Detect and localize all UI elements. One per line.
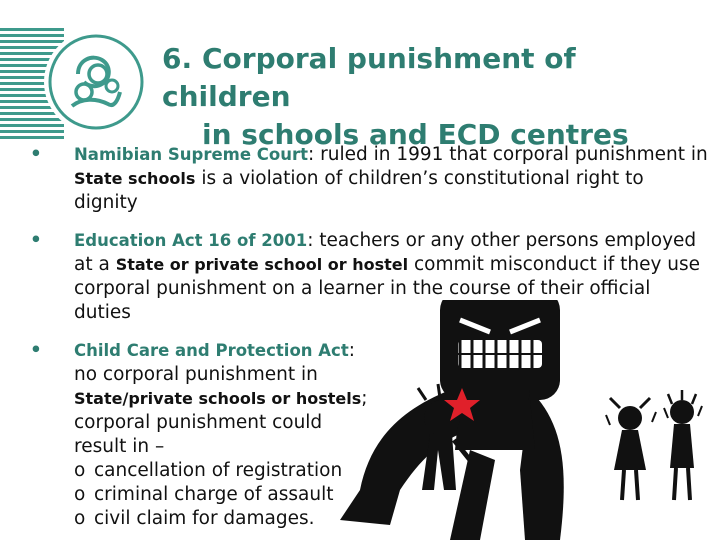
sub-bullet-marker: o [74,484,86,505]
punishment-cartoon [330,300,720,540]
small-child-boy [664,390,702,500]
bullet-dot: • [30,340,42,361]
title-line-2: in schools and ECD centres [202,118,629,151]
bullet-term: Namibian Supreme Court [74,145,308,164]
sub-bullet [74,459,374,483]
bullet-dot: • [30,144,42,165]
bullet-emphasis: State or private school or hostel [115,255,409,274]
bullet-term: Child Care and Protection Act [74,341,349,360]
title-line-1: Corporal punishment of children [162,42,576,113]
logo [44,30,148,134]
bullet-text: ; [361,388,368,409]
sub-bullet [74,507,374,531]
bullet-line [74,387,374,411]
bullet-child-care-act [30,339,374,531]
bullet-line: no corporal punishment in [74,364,318,385]
bullet-text: : teachers or any other persons employed at a [74,230,697,275]
bullet-line: result in – [74,436,165,457]
sub-bullet-text: criminal charge of assault [94,484,334,505]
sub-bullet-marker: o [74,460,86,481]
bullet-dot: • [30,230,42,251]
sub-bullet-text: cancellation of registration [94,460,343,481]
bullet-text: : ruled in 1991 that corporal punishment in [308,144,708,165]
mother-child-logo-icon [48,34,144,130]
sub-bullet [74,483,374,507]
bullet-line: corporal punishment could [74,412,323,433]
sub-bullet-text: civil claim for damages. [94,508,315,529]
sub-bullet-marker: o [74,508,86,529]
bullet-text: is a violation of children’s constitutional right to dignity [74,168,644,213]
bullet-emphasis: State schools [74,169,196,188]
title-number: 6. [162,42,193,75]
small-child-girl [606,398,656,500]
bullet-supreme-court [30,143,710,215]
bullet-emphasis: State/private schools or hostels [74,389,362,408]
bullet-term: Education Act 16 of 2001 [74,231,308,250]
bullet-text: commit misconduct if they use corporal punishment on a learner in the course of their official duties [74,254,701,323]
bullet-text: : [348,340,355,361]
slide-title [162,40,702,154]
